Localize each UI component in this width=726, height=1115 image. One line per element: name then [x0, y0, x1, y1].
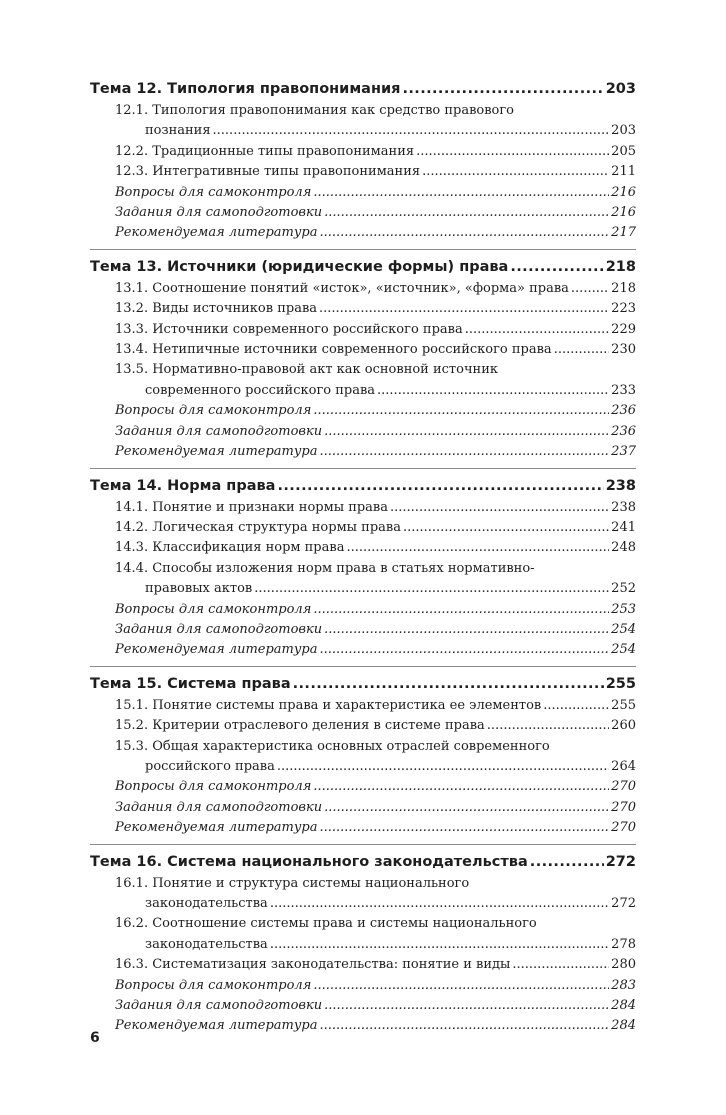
toc-entry[interactable]	[90, 600, 636, 620]
leader-dots	[277, 757, 609, 777]
section-page: 238	[605, 477, 636, 494]
toc-entry[interactable]	[90, 401, 636, 421]
toc-entry[interactable]	[90, 818, 636, 838]
entry-text: Задания для самоподготовки	[115, 423, 323, 439]
toc-entry[interactable]	[90, 142, 636, 162]
entry-text: 16.3. Систематизация законодательства: понятие и виды	[115, 957, 511, 973]
entry-page: 241	[611, 519, 636, 535]
toc-entry[interactable]	[90, 183, 636, 203]
entry-text-line: 13.5. Нормативно-правовой акт как основной источник	[115, 362, 498, 378]
entry-page: 236	[611, 423, 636, 439]
entry-text-line: современного российского права	[145, 382, 376, 398]
section-heading[interactable]	[90, 851, 636, 873]
table-of-contents	[90, 76, 636, 1042]
leader-dots	[346, 538, 609, 558]
section-title: Тема 16. Система национального законодательства	[90, 853, 528, 870]
section-title: Тема 13. Источники (юридические формы) права	[90, 258, 509, 275]
entry-text: Вопросы для самоконтроля	[115, 779, 312, 795]
toc-entry[interactable]	[90, 914, 636, 955]
entry-page: 217	[611, 225, 636, 241]
leader-dots	[403, 518, 609, 538]
leader-dots	[313, 600, 609, 620]
leader-dots	[324, 798, 609, 818]
section-heading[interactable]	[90, 475, 636, 497]
entry-page: 252	[611, 581, 636, 597]
toc-entry[interactable]	[90, 716, 636, 736]
entry-page: 284	[611, 1018, 636, 1034]
entry-page: 229	[611, 321, 636, 337]
entry-text: 15.1. Понятие системы права и характеристика ее элементов	[115, 697, 542, 713]
leader-dots	[377, 381, 609, 401]
entry-text: 15.2. Критерии отраслевого деления в системе права	[115, 718, 485, 734]
entry-text: Вопросы для самоконтроля	[115, 601, 312, 617]
entry-page: 205	[611, 143, 636, 159]
toc-entry[interactable]	[90, 1016, 636, 1036]
toc-entry[interactable]	[90, 203, 636, 223]
leader-dots	[293, 673, 604, 695]
entry-page: 253	[611, 601, 636, 617]
entry-text-line: российского права	[145, 758, 275, 774]
leader-dots	[313, 183, 609, 203]
leader-dots	[324, 422, 609, 442]
leader-dots	[320, 818, 610, 838]
entry-text: 14.1. Понятие и признаки нормы права	[115, 499, 389, 515]
entry-text: Задания для самоподготовки	[115, 621, 323, 637]
entry-page: 270	[611, 820, 636, 836]
entry-text-line: 12.1. Типология правопонимания как средство правового	[115, 103, 515, 118]
entry-text: 14.2. Логическая структура нормы права	[115, 519, 401, 535]
section-title: Тема 15. Система права	[90, 675, 291, 692]
section-page: 255	[605, 675, 636, 692]
page-number: 6	[90, 1030, 100, 1046]
leader-dots	[320, 1016, 610, 1036]
entry-text: Рекомендуемая литература	[115, 225, 318, 241]
toc-entry[interactable]	[90, 498, 636, 518]
entry-page: 280	[611, 957, 636, 973]
leader-dots	[320, 640, 610, 660]
leader-dots	[270, 894, 609, 914]
leader-dots	[465, 320, 609, 340]
entry-text: 13.1. Соотношение понятий «исток», «источник», «форма» права	[115, 280, 569, 296]
entry-page: 272	[611, 896, 636, 911]
entry-page: 283	[611, 977, 636, 993]
section-heading[interactable]	[90, 673, 636, 695]
entry-page: 248	[611, 540, 636, 556]
section-title: Тема 12. Типология правопонимания	[90, 81, 401, 97]
toc-entry[interactable]	[90, 360, 636, 401]
leader-dots	[554, 340, 609, 360]
leader-dots	[390, 498, 609, 518]
toc-entry[interactable]	[90, 874, 636, 915]
toc-entry[interactable]	[90, 996, 636, 1016]
leader-dots	[543, 696, 609, 716]
toc-section	[90, 78, 636, 244]
toc-entry[interactable]	[90, 737, 636, 778]
entry-text: Задания для самоподготовки	[115, 998, 323, 1014]
toc-entry[interactable]	[90, 955, 636, 975]
toc-entry[interactable]	[90, 320, 636, 340]
leader-dots	[313, 976, 609, 996]
entry-text-line: 14.4. Способы изложения норм права в статьях нормативно-	[115, 560, 535, 576]
entry-page: 203	[611, 123, 636, 139]
leader-dots	[320, 223, 610, 243]
entry-text-line: 16.1. Понятие и структура системы национального	[115, 875, 470, 891]
leader-dots	[313, 777, 609, 797]
leader-dots	[571, 279, 609, 299]
section-heading[interactable]	[90, 78, 636, 100]
toc-section	[90, 249, 636, 463]
entry-text-line: 16.2. Соотношение системы права и системы национального	[115, 916, 537, 932]
entry-text: 14.3. Классификация норм права	[115, 540, 345, 556]
entry-page: 223	[611, 301, 636, 317]
entry-text: Рекомендуемая литература	[115, 1018, 318, 1034]
entry-page: 260	[611, 718, 636, 734]
toc-section	[90, 468, 636, 661]
toc-entry[interactable]	[90, 442, 636, 462]
section-page: 272	[605, 853, 636, 870]
leader-dots	[487, 716, 609, 736]
entry-page: 284	[611, 998, 636, 1014]
entry-text: 13.4. Нетипичные источники современного российского права	[115, 342, 552, 358]
entry-text: Вопросы для самоконтроля	[115, 403, 312, 419]
toc-entry[interactable]	[90, 340, 636, 360]
entry-text: 12.2. Традиционные типы правопонимания	[115, 143, 415, 159]
entry-page: 211	[611, 164, 636, 180]
entry-text-line: познания	[145, 123, 211, 139]
toc-entry[interactable]	[90, 777, 636, 797]
toc-section	[90, 666, 636, 839]
toc-section	[90, 844, 636, 1037]
section-title: Тема 14. Норма права	[90, 477, 276, 494]
entry-text-line: законодательства	[145, 896, 268, 911]
section-page: 218	[605, 258, 636, 275]
entry-text: Вопросы для самоконтроля	[115, 977, 312, 993]
entry-page: 255	[611, 697, 636, 713]
entry-page: 230	[611, 342, 636, 358]
leader-dots	[512, 955, 609, 975]
entry-page: 233	[611, 382, 636, 398]
leader-dots	[277, 475, 603, 497]
leader-dots	[319, 299, 609, 319]
toc-entry[interactable]	[90, 422, 636, 442]
toc-entry[interactable]	[90, 223, 636, 243]
toc-entry[interactable]	[90, 101, 636, 142]
leader-dots	[416, 142, 609, 162]
entry-text: Рекомендуемая литература	[115, 444, 318, 460]
entry-page: 278	[611, 936, 636, 952]
leader-dots	[254, 579, 609, 599]
entry-text: 13.2. Виды источников права	[115, 301, 318, 317]
toc-entry[interactable]	[90, 559, 636, 600]
entry-text: 13.3. Источники современного российского права	[115, 321, 463, 337]
entry-page: 237	[611, 444, 636, 460]
section-heading[interactable]	[90, 256, 636, 278]
leader-dots	[324, 996, 609, 1016]
entry-page: 270	[611, 779, 636, 795]
leader-dots	[402, 78, 603, 100]
toc-entry[interactable]	[90, 299, 636, 319]
entry-page: 238	[611, 499, 636, 515]
toc-entry[interactable]	[90, 798, 636, 818]
leader-dots	[324, 620, 609, 640]
toc-entry[interactable]	[90, 976, 636, 996]
toc-entry[interactable]	[90, 620, 636, 640]
leader-dots	[213, 121, 610, 141]
entry-text: Задания для самоподготовки	[115, 799, 323, 815]
entry-page: 270	[611, 799, 636, 815]
leader-dots	[324, 203, 609, 223]
entry-page: 216	[611, 205, 636, 221]
leader-dots	[320, 442, 610, 462]
toc-entry[interactable]	[90, 162, 636, 182]
entry-page: 254	[611, 621, 636, 637]
entry-page: 254	[611, 642, 636, 658]
entry-page: 218	[611, 280, 636, 296]
entry-text: 12.3. Интегративные типы правопонимания	[115, 164, 421, 180]
toc-entry[interactable]	[90, 518, 636, 538]
entry-page: 216	[611, 184, 636, 200]
toc-entry[interactable]	[90, 696, 636, 716]
entry-page: 236	[611, 403, 636, 419]
entry-page: 264	[611, 758, 636, 774]
leader-dots	[510, 256, 603, 278]
entry-text-line: законодательства	[145, 936, 268, 952]
leader-dots	[530, 851, 604, 873]
leader-dots	[270, 935, 609, 955]
entry-text: Рекомендуемая литература	[115, 642, 318, 658]
leader-dots	[313, 401, 609, 421]
entry-text-line: правовых актов	[145, 581, 253, 597]
entry-text: Рекомендуемая литература	[115, 820, 318, 836]
entry-text: Вопросы для самоконтроля	[115, 184, 312, 200]
leader-dots	[422, 162, 609, 182]
toc-entry[interactable]	[90, 279, 636, 299]
section-page: 203	[605, 81, 636, 97]
toc-entry[interactable]	[90, 538, 636, 558]
entry-text-line: 15.3. Общая характеристика основных отраслей современного	[115, 738, 550, 754]
entry-text: Задания для самоподготовки	[115, 205, 323, 221]
toc-entry[interactable]	[90, 640, 636, 660]
